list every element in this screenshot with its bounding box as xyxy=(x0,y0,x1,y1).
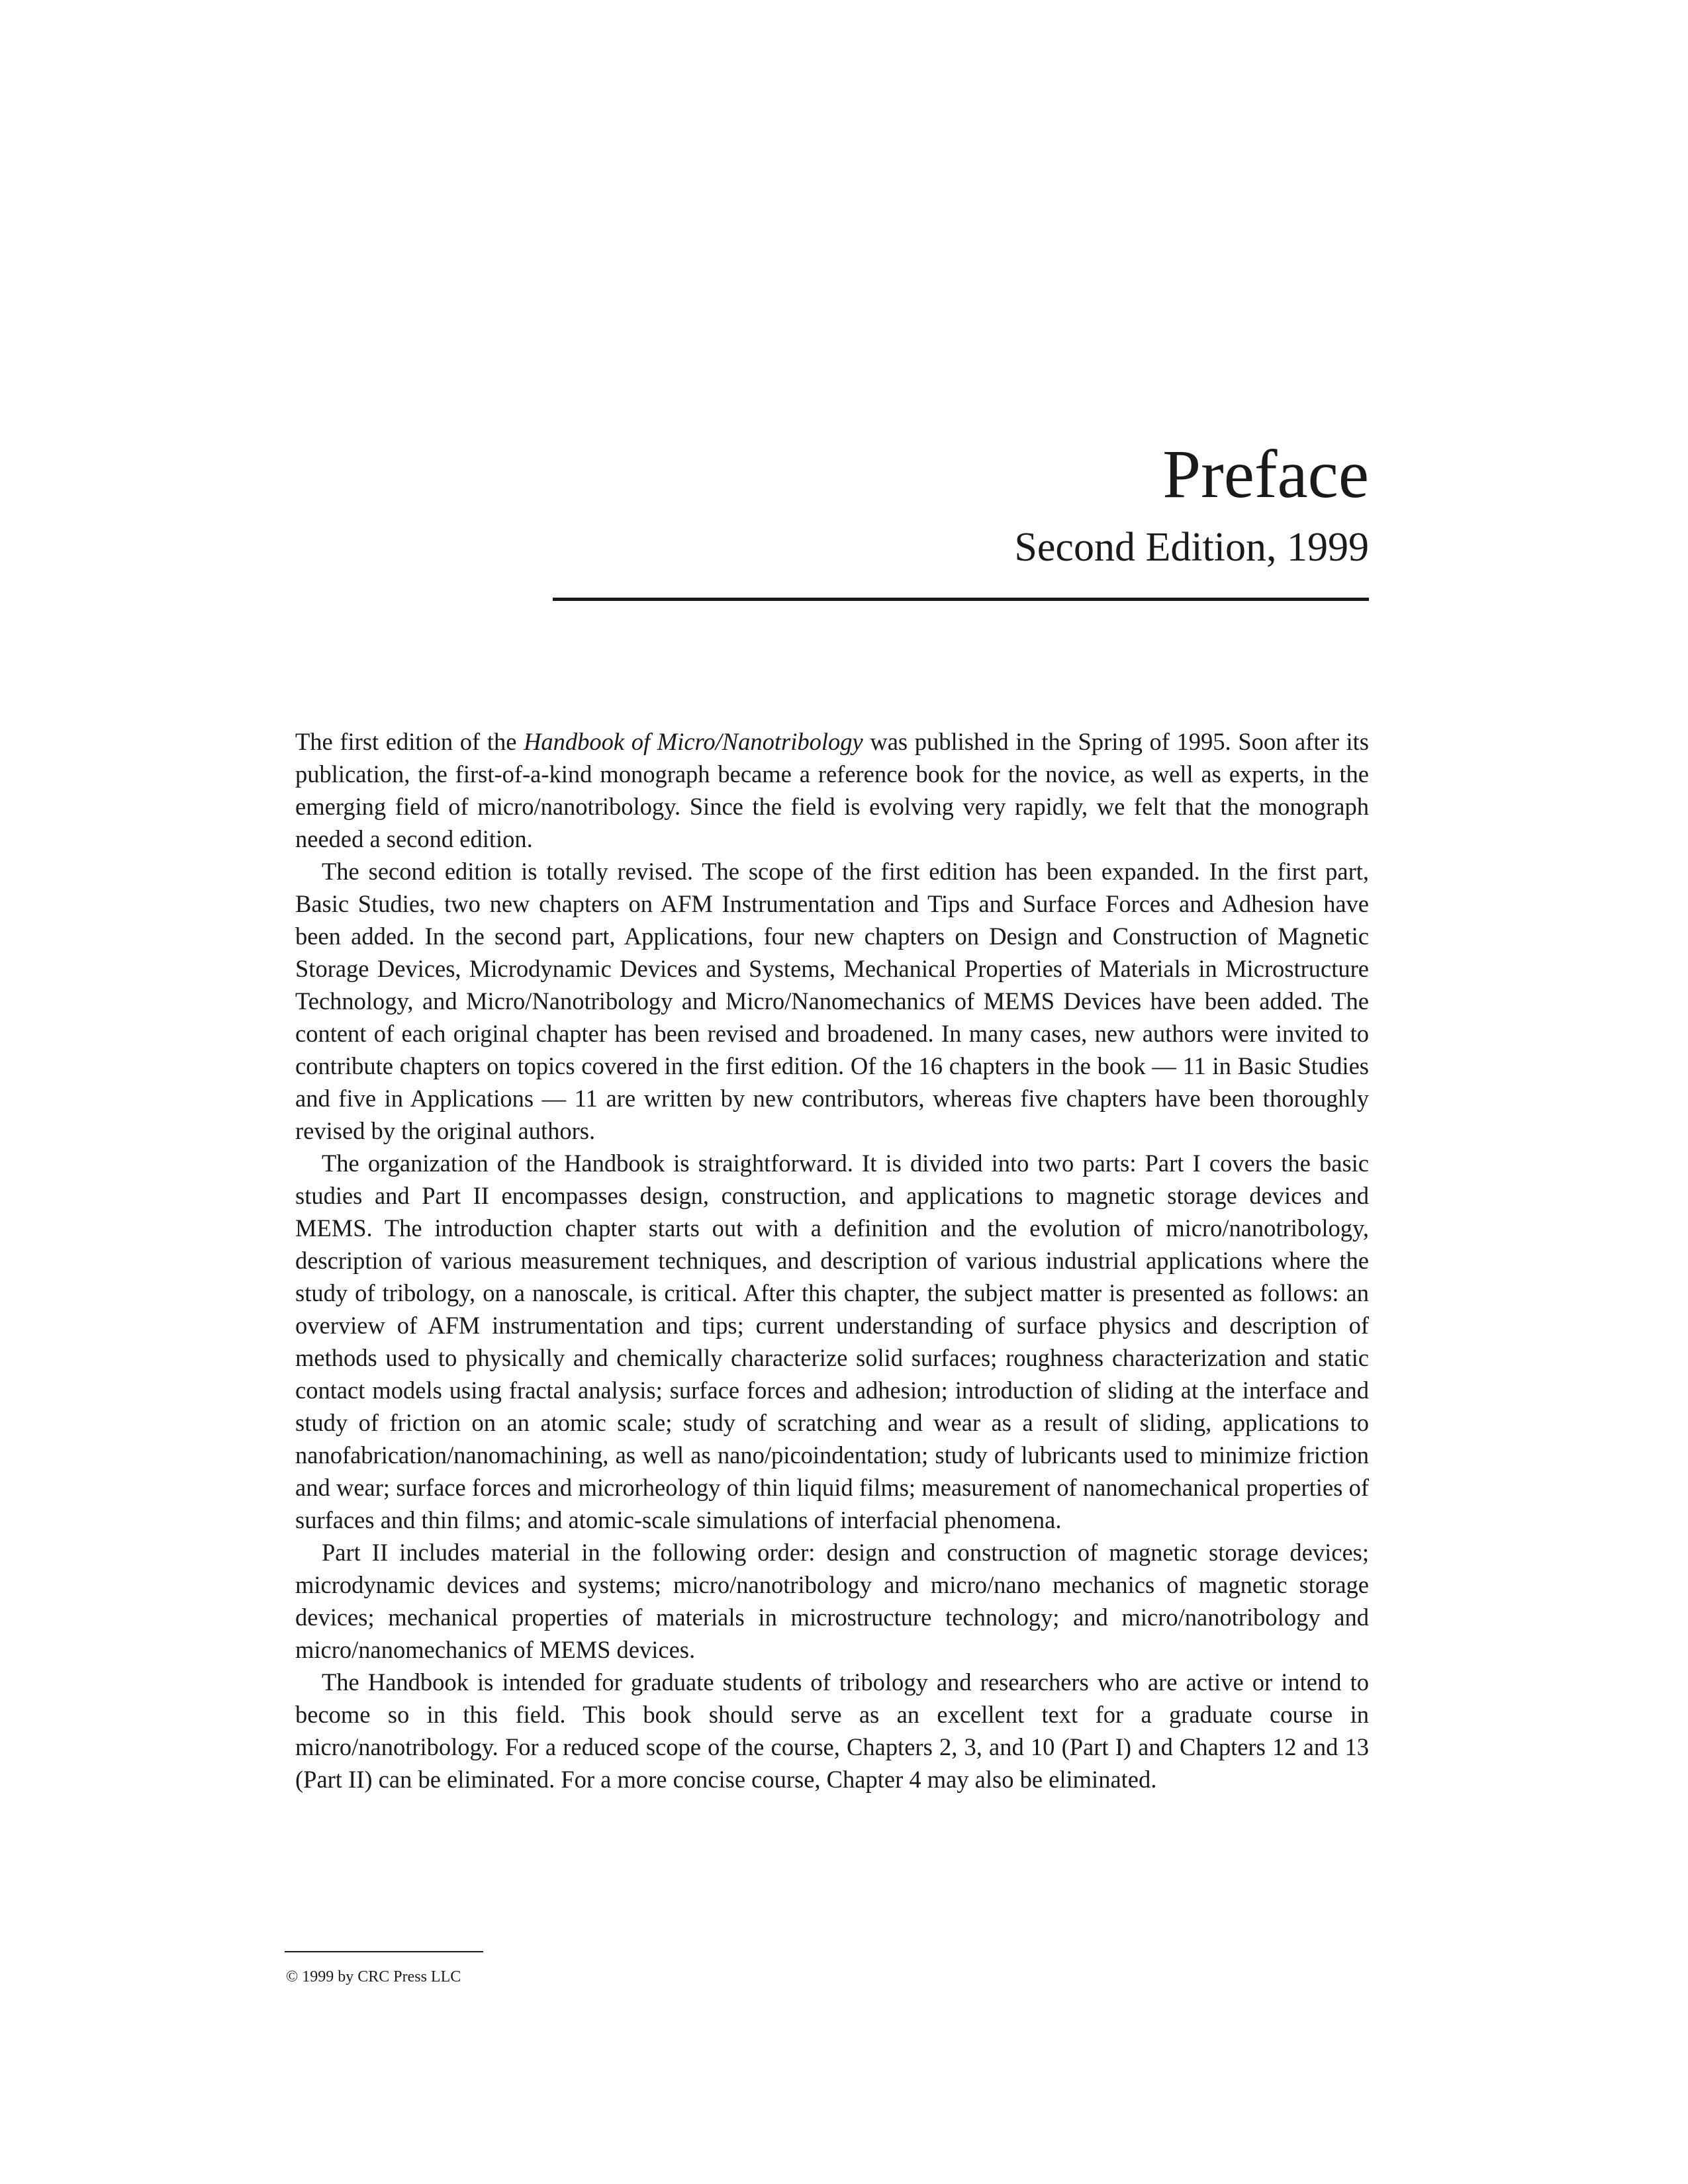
preface-body xyxy=(295,725,1369,1796)
paragraph-2: The second edition is totally revised. The scope of the first edition has been expanded. In the first part, Basic Studies, two new chapters on AFM Instrumentation and Tips and Surface Forces and Adhesion have been added. In the second part, Applications, four new chapters on Design and Construction of Magnetic Storage Devices, Microdynamic Devices and Systems, Mechanical Properties of Materials in Microstructure Technology, and Micro/Nanotribology and Micro/Nanomechanics of MEMS Devices have been added. The content of each original chapter has been revised and broadened. In many cases, new authors were invited to contribute chapters on topics covered in the first edition. Of the 16 chapters in the book — 11 in Basic Studies and five in Applications — 11 are written by new contributors, whereas five chapters have been thoroughly revised by the original authors. xyxy=(295,858,1369,1144)
preface-header xyxy=(553,437,1369,601)
copyright-notice: © 1999 by CRC Press LLC xyxy=(286,1968,461,1985)
paragraph-4: Part II includes material in the following order: design and construction of magnetic storage devices; microdynamic devices and systems; micro/nanotribology and micro/nano mechanics of magnetic storage devices; mechanical properties of materials in microstructure technology; and micro/nanotribology and micro/nanomechanics of MEMS devices. xyxy=(295,1539,1369,1663)
header-rule xyxy=(553,598,1369,601)
page-subtitle: Second Edition, 1999 xyxy=(1014,525,1369,570)
page-title: Preface xyxy=(1162,436,1369,512)
paragraph-5: The Handbook is intended for graduate students of tribology and researchers who are active or intend to become so in this field. This book should serve as an excellent text for a graduate course in micro/nanotribology. For a reduced scope of the course, Chapters 2, 3, and 10 (Part I) and Chapters 12 and 13 (Part II) can be eliminated. For a more concise course, Chapter 4 may also be eliminated. xyxy=(295,1668,1369,1793)
book-title: Handbook of Micro/Nanotribology xyxy=(524,728,863,755)
paragraph-1-pre: The first edition of the xyxy=(295,728,524,755)
paragraph-1 xyxy=(295,725,1369,855)
footnote-rule xyxy=(285,1951,483,1952)
paragraph-3: The organization of the Handbook is straightforward. It is divided into two parts: Part I covers the basic studies and Part II encompasses design, construction, and applications to magnetic storage devices and MEMS. The introduction chapter starts out with a definition and the evolution of micro/nanotribology, description of various measurement techniques, and description of various industrial applications where the study of tribology, on a nanoscale, is critical. After this chapter, the subject matter is presented as follows: an overview of AFM instrumentation and tips; current understanding of surface physics and description of methods used to physically and chemically characterize solid surfaces; roughness characterization and static contact models using fractal analysis; surface forces and adhesion; introduction of sliding at the interface and study of friction on an atomic scale; study of scratching and wear as a result of sliding, applications to nanofabrication/nanomachining, as well as nano/picoindentation; study of lubricants used to minimize friction and wear; surface forces and microrheology of thin liquid films; measurement of nanomechanical properties of surfaces and thin films; and atomic-scale simulations of interfacial phenomena. xyxy=(295,1150,1369,1533)
paragraph-1-post: was published in the Spring of 1995. Soon after its publication, the first-of-a-kind monograph became a reference book for the novice, as well as experts, in the emerging field of micro/nanotribology. Since the field is evolving very rapidly, we felt that the monograph needed a second edition. xyxy=(295,728,1369,852)
